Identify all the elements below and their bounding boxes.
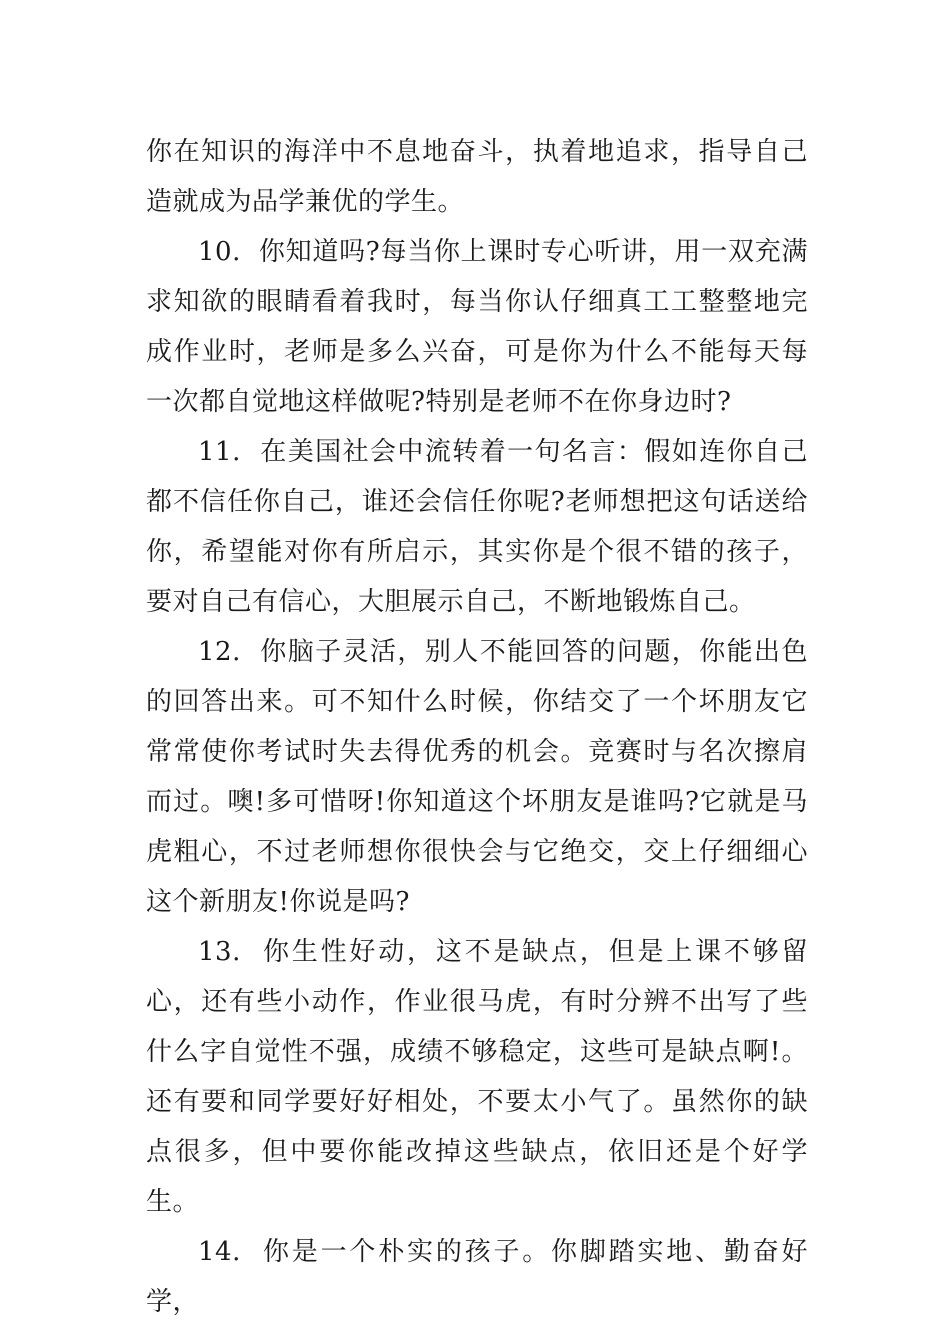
paragraph-text: 你知道吗?每当你上课时专心听讲，用一双充满求知欲的眼睛看着我时，每当你认仔细真工工整整地完成作业时，老师是多么兴奋，可是你为什么不能每天每一次都自觉地这样做呢?特别是老师不在你身边时?: [146, 237, 808, 417]
paragraph-text: 你脑子灵活，别人不能回答的问题，你能出色的回答出来。可不知什么时候，你结交了一个坏朋友它常常使你考试时失去得优秀的机会。竞赛时与名次擦肩而过。噢!多可惜呀!你知道这个坏朋友是谁吗?它就是马虎粗心，不过老师想你很快会与它绝交，交上仔细细心这个新朋友!你说是吗?: [146, 637, 808, 917]
paragraph-number: 14.: [198, 1237, 241, 1267]
paragraph-10: [146, 227, 808, 427]
paragraph-text: 你在知识的海洋中不息地奋斗，执着地追求，指导自己造就成为品学兼优的学生。: [146, 137, 808, 217]
document-body: [146, 127, 808, 1327]
paragraph-12: [146, 627, 808, 927]
paragraph-number: 12.: [198, 637, 241, 667]
paragraph-number: 11.: [198, 437, 241, 467]
paragraph-text: 你是一个朴实的孩子。你脚踏实地、勤奋好学，: [146, 1237, 808, 1317]
paragraph-number: 13.: [198, 937, 241, 967]
paragraph-text: 你生性好动，这不是缺点，但是上课不够留心，还有些小动作，作业很马虎，有时分辨不出写了些什么字自觉性不强，成绩不够稳定，这些可是缺点啊!。还有要和同学要好好相处，不要太小气了。虽然你的缺点很多，但中要你能改掉这些缺点，依旧还是个好学生。: [146, 937, 808, 1217]
paragraph-text: 在美国社会中流转着一句名言：假如连你自己都不信任你自己，谁还会信任你呢?老师想把这句话送给你，希望能对你有所启示，其实你是个很不错的孩子，要对自己有信心，大胆展示自己，不断地锻炼自己。: [146, 437, 808, 617]
paragraph-number: 10.: [198, 237, 241, 267]
paragraph-14: [146, 1227, 808, 1327]
paragraph-continued: [146, 127, 808, 227]
paragraph-13: [146, 927, 808, 1227]
paragraph-11: [146, 427, 808, 627]
